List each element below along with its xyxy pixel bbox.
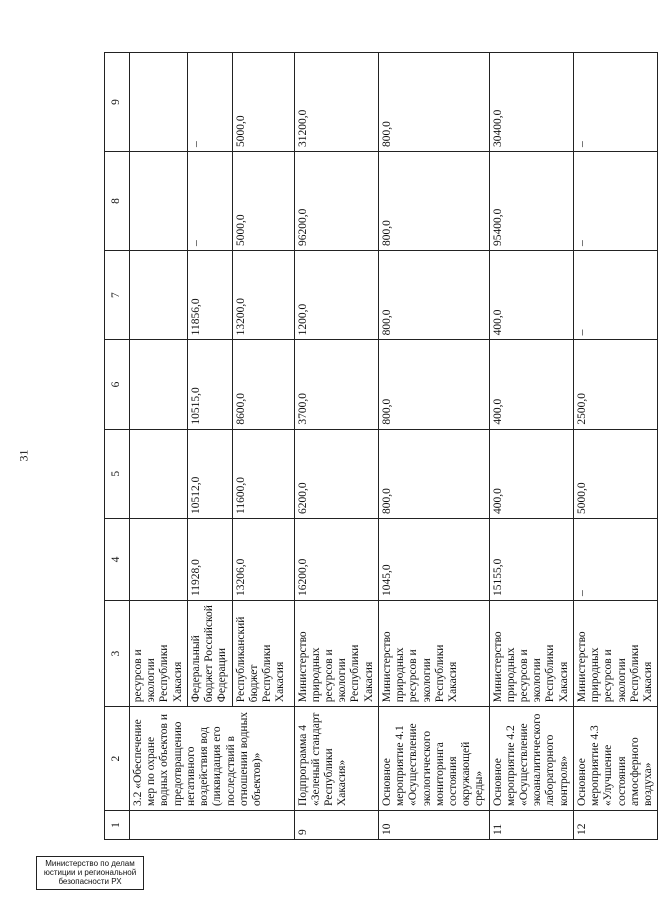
cell-col-9: –	[573, 53, 657, 152]
ministry-stamp	[36, 856, 144, 890]
cell-col-6: 10515,0	[187, 340, 232, 429]
cell-col-7	[130, 251, 188, 340]
cell-col-5: 5000,0	[573, 429, 657, 518]
cell-col-7: 800,0	[378, 251, 489, 340]
cell-col-4: 15155,0	[489, 518, 573, 600]
cell-col-5: 6200,0	[294, 429, 378, 518]
header-col-1: 1	[105, 811, 130, 840]
cell-col-8: 5000,0	[232, 152, 294, 251]
row-name: 3.2 «Обеспечение мер по охране водных объектов и предотвращению негативного воздействия вод (ликвидация его последствий в отношении водных объектов)»	[130, 707, 295, 811]
cell-col-9	[130, 53, 188, 152]
cell-col-8: 800,0	[378, 152, 489, 251]
cell-col-4: 13206,0	[232, 518, 294, 600]
header-col-7: 7	[105, 251, 130, 340]
header-col-4: 4	[105, 518, 130, 600]
row-executor: ресурсов и экологии Республики Хакасия	[130, 601, 188, 707]
table-row	[573, 53, 657, 840]
row-name: Основное мероприятие 4.3 «Улучшение состояния атмосферного воздуха»	[573, 707, 657, 811]
cell-col-5: 400,0	[489, 429, 573, 518]
cell-col-4: 16200,0	[294, 518, 378, 600]
header-col-2: 2	[105, 707, 130, 811]
page-number: 31	[16, 449, 31, 462]
cell-col-6: 2500,0	[573, 340, 657, 429]
cell-col-7: 13200,0	[232, 251, 294, 340]
cell-col-8: 95400,0	[489, 152, 573, 251]
row-executor: Республиканский бюджет Республики Хакасия	[232, 601, 294, 707]
header-col-5: 5	[105, 429, 130, 518]
header-col-3: 3	[105, 601, 130, 707]
cell-col-6: 8600,0	[232, 340, 294, 429]
cell-col-8: –	[187, 152, 232, 251]
header-col-6: 6	[105, 340, 130, 429]
cell-col-5	[130, 429, 188, 518]
cell-col-6: 800,0	[378, 340, 489, 429]
row-number	[130, 811, 295, 840]
cell-col-7: –	[573, 251, 657, 340]
cell-col-9: 800,0	[378, 53, 489, 152]
table-row	[294, 53, 378, 840]
rotated-table-container	[104, 52, 654, 840]
row-executor: Федеральный бюджет Российской Федерации	[187, 601, 232, 707]
cell-col-8: 96200,0	[294, 152, 378, 251]
cell-col-6: 3700,0	[294, 340, 378, 429]
cell-col-4: 1045,0	[378, 518, 489, 600]
header-col-8: 8	[105, 152, 130, 251]
cell-col-5: 10512,0	[187, 429, 232, 518]
cell-col-7: 400,0	[489, 251, 573, 340]
stamp-line-1: Министерство по делам	[45, 859, 135, 868]
cell-col-5: 11600,0	[232, 429, 294, 518]
cell-col-4: –	[573, 518, 657, 600]
cell-col-9: 5000,0	[232, 53, 294, 152]
cell-col-8	[130, 152, 188, 251]
row-name: Основное мероприятие 4.1 «Осуществление экологического мониторинга состояния окружающей среды»	[378, 707, 489, 811]
cell-col-6: 400,0	[489, 340, 573, 429]
row-executor: Министерство природных ресурсов и экологии Республики Хакасия	[573, 601, 657, 707]
cell-col-6	[130, 340, 188, 429]
header-col-9: 9	[105, 53, 130, 152]
row-executor: Министерство природных ресурсов и экологии Республики Хакасия	[489, 601, 573, 707]
cell-col-5: 800,0	[378, 429, 489, 518]
table-row	[489, 53, 573, 840]
row-executor: Министерство природных ресурсов и экологии Республики Хакасия	[378, 601, 489, 707]
cell-col-7: 1200,0	[294, 251, 378, 340]
row-number: 10	[378, 811, 489, 840]
stamp-line-3: безопасности РХ	[58, 877, 122, 887]
row-name: Подпрограмма 4 «Зеленый стандарт Республики Хакасия»	[294, 707, 378, 811]
cell-col-8: –	[573, 152, 657, 251]
row-executor: Министерство природных ресурсов и экологии Республики Хакасия	[294, 601, 378, 707]
cell-col-9: –	[187, 53, 232, 152]
stamp-line-2: юстиции и региональной	[43, 868, 137, 878]
cell-col-9: 30400,0	[489, 53, 573, 152]
row-number: 9	[294, 811, 378, 840]
row-name: Основное мероприятие 4.2 «Осуществление экоаналитического лабораторного контроля»	[489, 707, 573, 811]
table-row	[378, 53, 489, 840]
header-row	[105, 53, 130, 840]
cell-col-9: 31200,0	[294, 53, 378, 152]
cell-col-4	[130, 518, 188, 600]
cell-col-4: 11928,0	[187, 518, 232, 600]
row-number: 11	[489, 811, 573, 840]
budget-table	[104, 52, 658, 840]
cell-col-7: 11856,0	[187, 251, 232, 340]
row-number: 12	[573, 811, 657, 840]
table-row	[130, 53, 188, 840]
